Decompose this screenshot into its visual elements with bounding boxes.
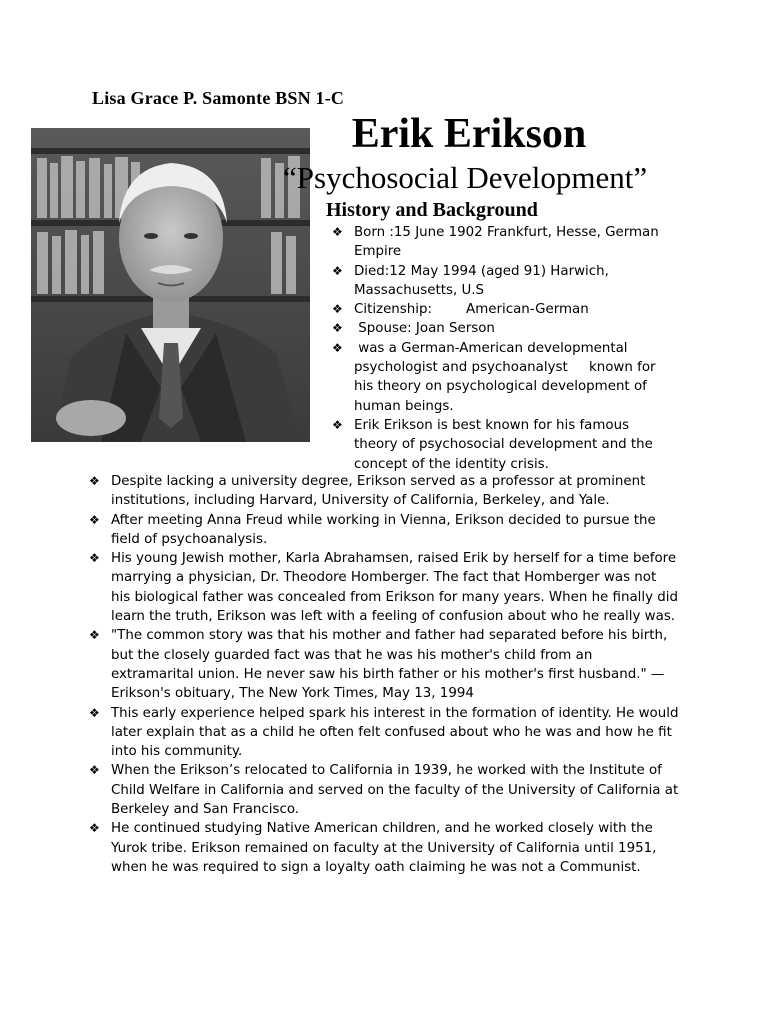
list-item xyxy=(89,549,679,626)
background-facts-list xyxy=(332,223,674,474)
list-item xyxy=(332,223,674,262)
list-item-text: Spouse: Joan Serson xyxy=(354,321,495,337)
diamond-bullet-icon: ❖ xyxy=(89,512,100,527)
list-item xyxy=(89,626,679,703)
diamond-bullet-icon: ❖ xyxy=(89,474,100,488)
list-item xyxy=(332,300,674,319)
erikson-portrait-photo xyxy=(31,128,310,442)
section-heading: History and Background xyxy=(326,199,538,221)
list-item xyxy=(332,339,674,416)
author-line: Lisa Grace P. Samonte BSN 1-C xyxy=(92,88,345,108)
list-item xyxy=(89,511,679,550)
diamond-bullet-icon: ❖ xyxy=(332,225,343,239)
page-title: Erik Erikson xyxy=(351,111,587,157)
list-item-text: Died:12 May 1994 (aged 91) Harwich, Massachusetts, U.S xyxy=(354,263,609,298)
diamond-bullet-icon: ❖ xyxy=(332,321,343,336)
list-item-text: Citizenship: American-German xyxy=(354,302,589,318)
diamond-bullet-icon: ❖ xyxy=(332,302,343,317)
diamond-bullet-icon: ❖ xyxy=(89,705,100,720)
list-item-text: He continued studying Native American children, and he worked closely with the Yurok tribe. Erikson remained on faculty at the University of California until 1951, when he was required to sign a loyalty oath claiming he was not a Communist. xyxy=(111,821,657,875)
list-item-text: When the Erikson’s relocated to California in 1939, he worked with the Institute of Child Welfare in California and served on the faculty of the University of California at Berkeley and San Francisco. xyxy=(111,763,679,818)
list-item xyxy=(89,761,679,819)
portrait-illustration xyxy=(31,128,310,442)
list-item-text: was a German-American developmental psychologist and psychoanalyst known for his theory on psychological development of human beings. xyxy=(354,340,660,414)
biography-list xyxy=(89,472,679,877)
diamond-bullet-icon: ❖ xyxy=(332,340,343,355)
diamond-bullet-icon: ❖ xyxy=(89,628,100,643)
list-item xyxy=(332,319,674,338)
list-item-text: After meeting Anna Freud while working in Vienna, Erikson decided to pursue the field of psychoanalysis. xyxy=(111,512,656,547)
diamond-bullet-icon: ❖ xyxy=(89,763,100,778)
list-item-text: "The common story was that his mother and father had separated before his birth, but the closely guarded fact was that he was his mother's child from an extramarital union. He never saw his birth father or his mother's first husband." —Erikson's obituary, The New York Times, May 13, 1994 xyxy=(111,628,668,702)
diamond-bullet-icon: ❖ xyxy=(89,551,100,566)
diamond-bullet-icon: ❖ xyxy=(89,821,100,836)
list-item-text: Despite lacking a university degree, Erikson served as a professor at prominent institutions, including Harvard, University of California, Berkeley, and Yale. xyxy=(111,474,646,509)
list-item xyxy=(89,819,679,877)
list-item-text: His young Jewish mother, Karla Abrahamsen, raised Erik by herself for a time before marrying a physician, Dr. Theodore Homberger. The fact that Homberger was not his biological father was concealed from Erikson for many years. When he finally did learn the truth, Erikson was left with a feeling of confusion about who he really was. xyxy=(111,551,679,625)
list-item xyxy=(332,262,674,301)
diamond-bullet-icon: ❖ xyxy=(332,417,343,432)
list-item xyxy=(89,472,679,511)
list-item-text: This early experience helped spark his interest in the formation of identity. He would later explain that as a child he often felt confused about who he was and how he fit into his community. xyxy=(111,705,679,760)
list-item-text: Erik Erikson is best known for his famous theory of psychosocial development and the concept of the identity crisis. xyxy=(354,417,653,472)
page-subtitle: “Psychosocial Development” xyxy=(283,160,648,195)
list-item xyxy=(332,416,674,474)
list-item xyxy=(89,704,679,762)
list-item-text: Born :15 June 1902 Frankfurt, Hesse, German Empire xyxy=(354,225,659,260)
diamond-bullet-icon: ❖ xyxy=(332,263,343,278)
